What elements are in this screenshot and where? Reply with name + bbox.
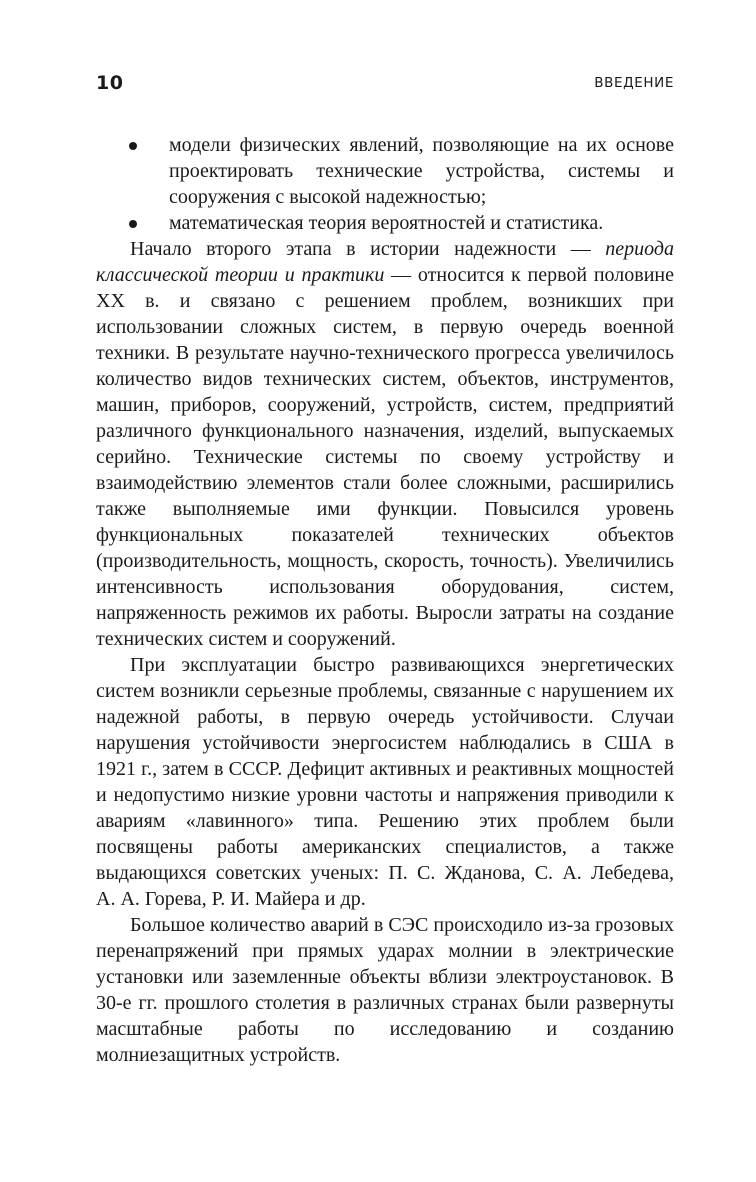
bullet-item: модели физических явлений, позволяющие на их основе проектировать технические устройства, системы и сооружения с высокой надежностью; (96, 132, 674, 210)
bullet-list (96, 132, 674, 236)
paragraph-text: — относится к первой половине XX в. и связано с решением проблем, возникших при использовании сложных систем, в первую очередь военной техники. В результате научно-технического прогресса увеличилось количество видов технических систем, объектов, инструментов, машин, приборов, сооружений, устройств, систем, предприятий различного функционального назначения, изделий, выпускаемых серийно. Технические системы по своему устройству и взаимодействию элементов стали более сложными, расширились также выполняемые ими функции. Повысился уровень функциональных показателей технических объектов (производительность, мощность, скорость, точность). Увеличились интенсивность использования оборудования, систем, напряженность режимов их работы. Выросли затраты на создание технических систем и сооружений. (96, 264, 675, 650)
paragraph-history-second-stage (96, 236, 674, 652)
paragraph-energy-systems: При эксплуатации быстро развивающихся энергетических систем возникли серьезные проблемы, связанные с нарушением их надежной работы, в первую очередь устойчивости. Случаи нарушения устойчивости энергосистем наблюдались в США в 1921 г., затем в СССР. Дефицит активных и реактивных мощностей и недопустимо низкие уровни частоты и напряжения приводили к авариям «лавинного» типа. Решению этих проблем были посвящены работы американских специалистов, а также выдающихся советских ученых: П. С. Жданова, С. А. Лебедева, А. А. Горева, Р. И. Майера и др. (96, 654, 674, 910)
page-header (96, 72, 674, 98)
paragraph-lightning-protection: Большое количество аварий в СЭС происходило из-за грозовых перенапряжений при прямых ударах молнии в электрические установки или заземленные объекты вблизи электроустановок. В 30-е гг. прошлого столетия в различных странах были развернуты масштабные работы по исследованию и созданию молниезащитных устройств. (96, 914, 674, 1066)
running-section-title: ВВЕДЕНИЕ (594, 75, 674, 91)
italic-term: периода классической теории и практики (96, 238, 674, 286)
paragraph-text: Начало второго этапа в истории надежности — (130, 238, 606, 260)
page-number: 10 (96, 72, 124, 94)
bullet-item: математическая теория вероятностей и статистика. (96, 210, 674, 236)
page-body (96, 132, 674, 1068)
